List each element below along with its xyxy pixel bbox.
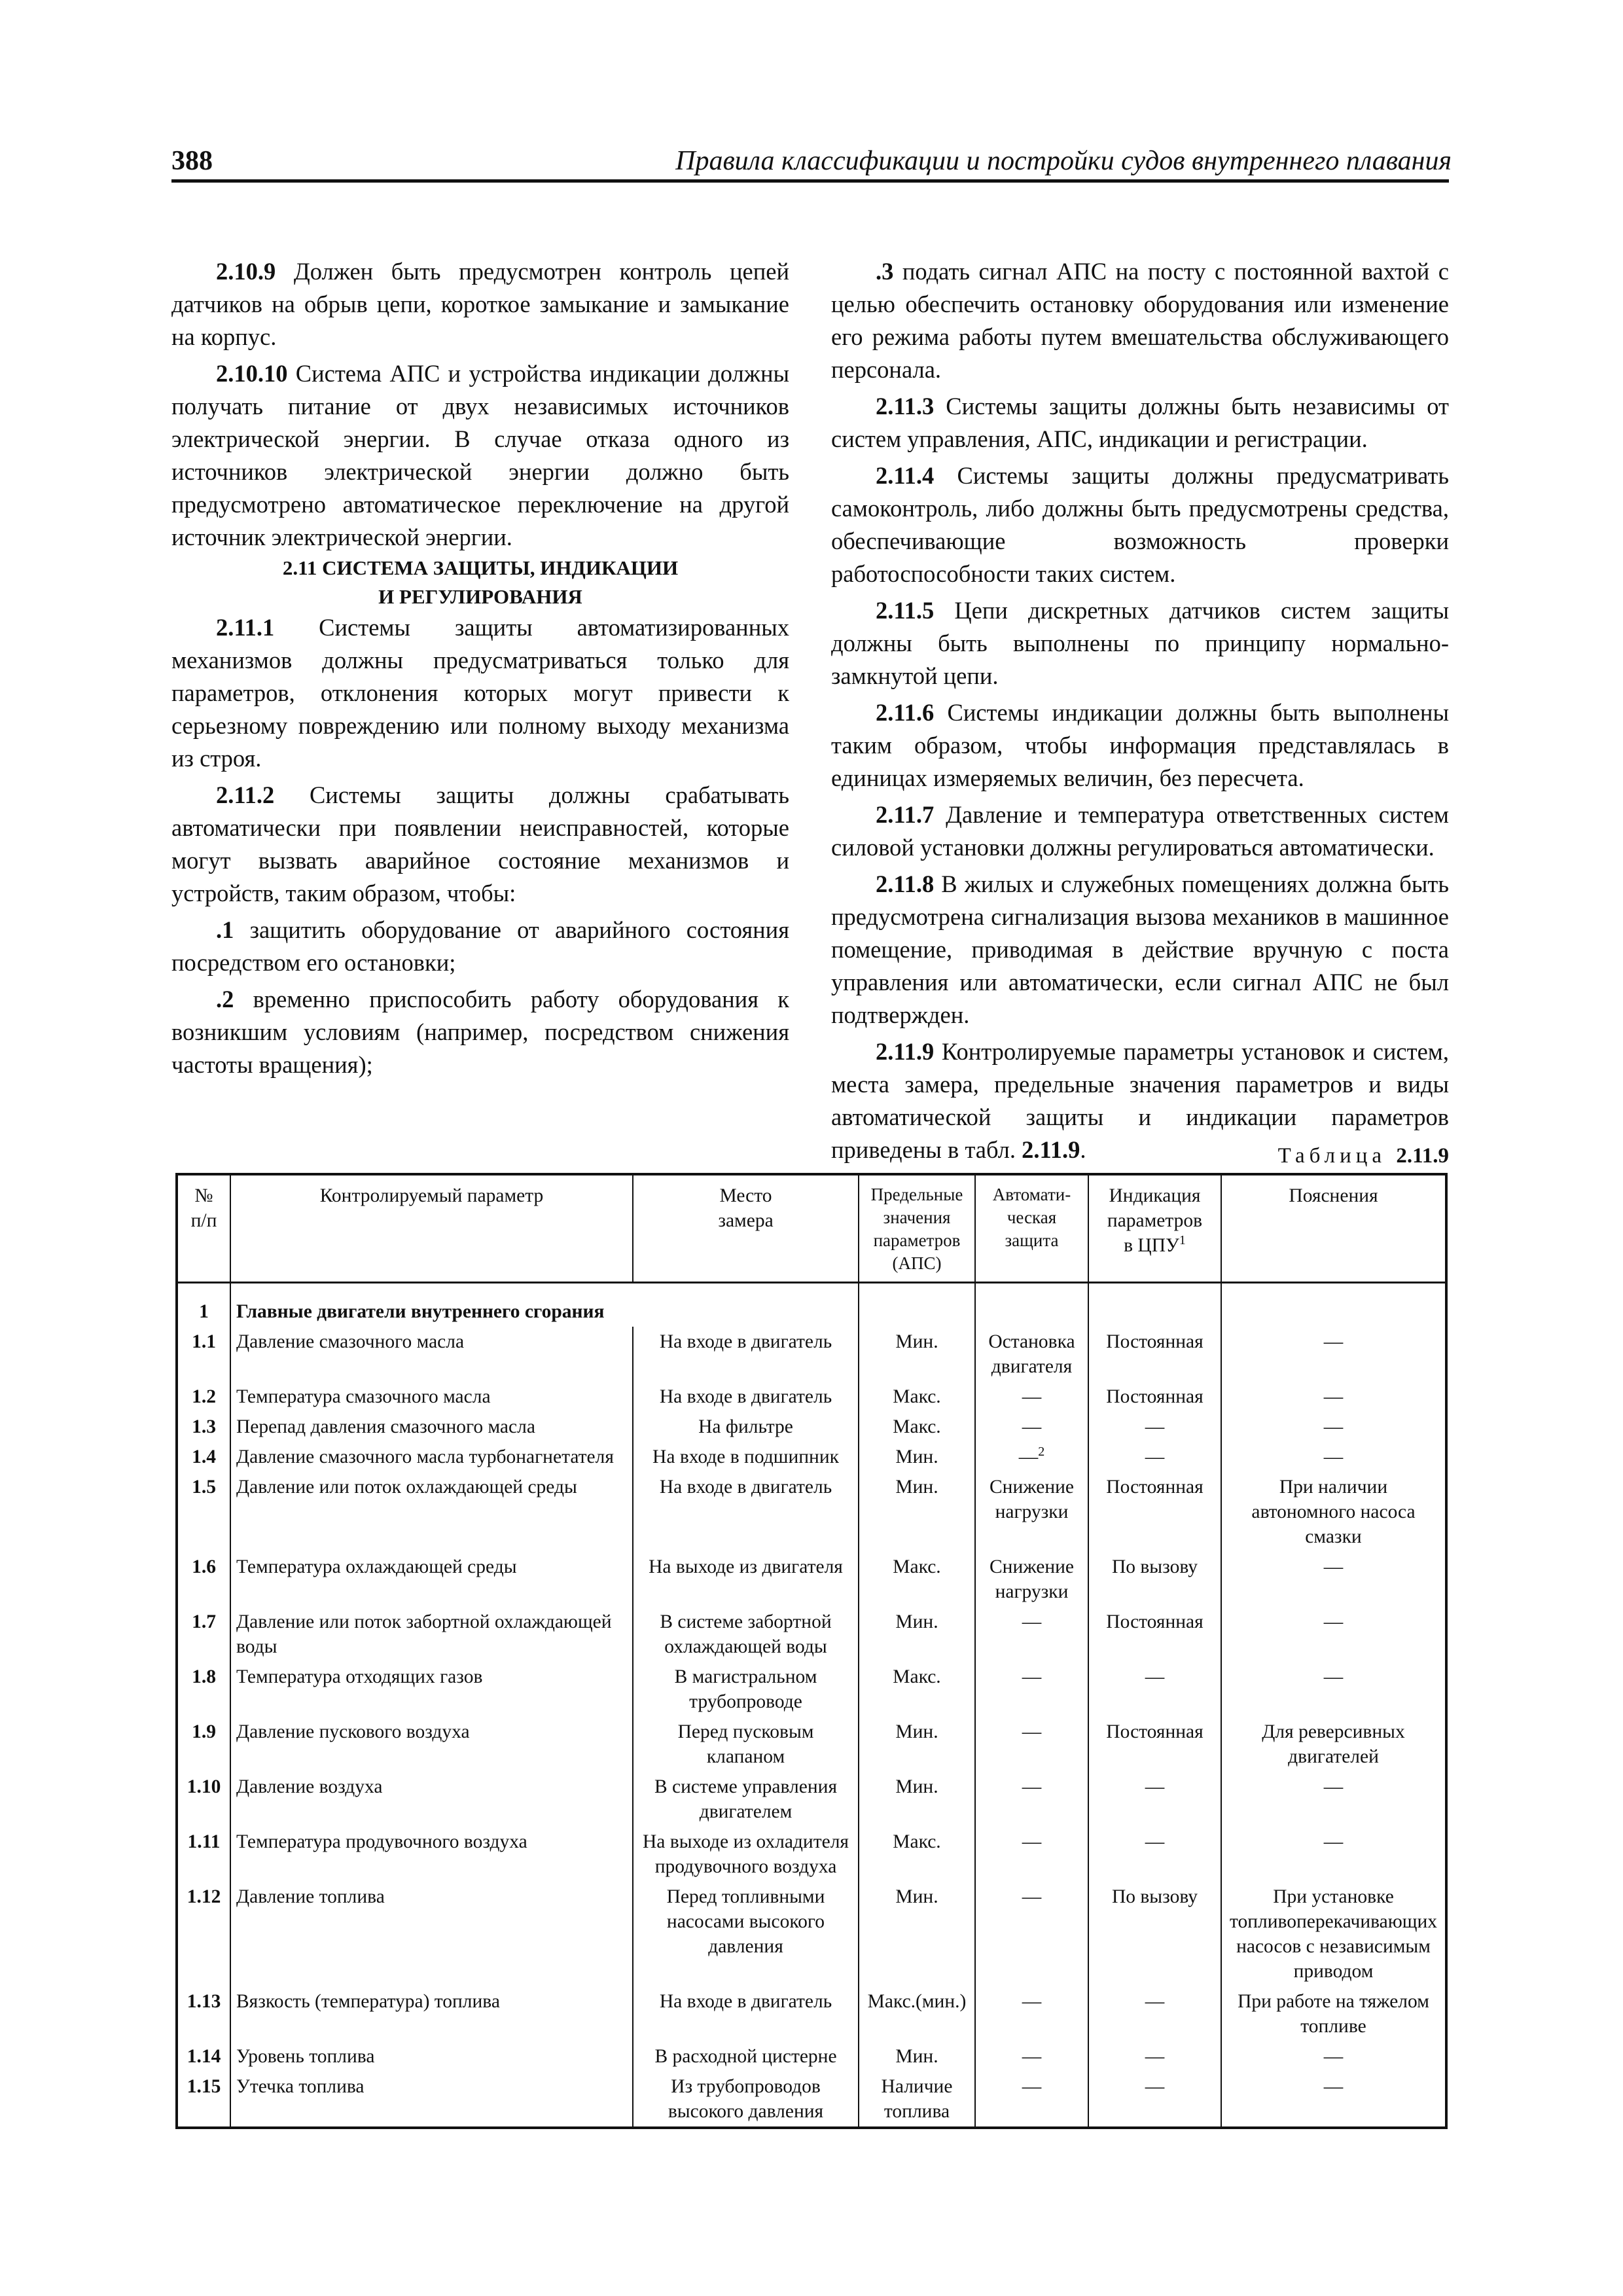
row-indication: — [1088,1827,1221,1882]
paragraph-2-11-9: 2.11.9 Контролируемые параметры установок и систем, места замера, предельные значения параметров и виды автоматической защиты и индикации параметров приведены в табл. 2.11.9. [831,1038,1449,1163]
row-number: 1.12 [177,1882,230,1986]
row-limit: Мин. [859,1472,975,1552]
header-place: Место замера [633,1174,859,1283]
row-indication: Постоянная [1088,1717,1221,1772]
row-place: В магистральном трубопроводе [633,1662,859,1717]
row-limit: Мин. [859,1717,975,1772]
row-parameter: Давление или поток забортной охлаждающей воды [230,1607,633,1662]
table-row [177,2072,1446,2128]
row-auto-protection: Снижение нагрузки [975,1552,1088,1607]
row-place: Из трубопроводов высокого давления [633,2072,859,2128]
row-limit: Макс. [859,1552,975,1607]
row-number: 1.10 [177,1772,230,1827]
row-indication: — [1088,2041,1221,2072]
table-row [177,1382,1446,1412]
row-number: 1.7 [177,1607,230,1662]
row-parameter: Давление смазочного масла [230,1327,633,1382]
parameters-table [175,1173,1448,2129]
row-parameter: Давление или поток охлаждающей среды [230,1472,633,1552]
row-auto-protection: — [975,2072,1088,2128]
row-auto-protection: — [975,1382,1088,1412]
paragraph-2-11-5: 2.11.5 Цепи дискретных датчиков систем защиты должны быть выполнены по принципу нормально-замкнутой цепи. [831,597,1449,689]
row-parameter: Давление топлива [230,1882,633,1986]
row-place: На входе в двигатель [633,1986,859,2041]
table-header-row [177,1174,1446,1283]
row-number: 1.1 [177,1327,230,1382]
row-parameter: Температура продувочного воздуха [230,1827,633,1882]
row-auto-protection: — [975,1772,1088,1827]
row-limit: Наличие топлива [859,2072,975,2128]
table-row [177,1662,1446,1717]
row-auto-protection: — [975,1717,1088,1772]
row-auto-protection: — [975,2041,1088,2072]
row-parameter: Уровень топлива [230,2041,633,2072]
row-note: Для реверсивных двигателей [1221,1717,1446,1772]
row-number: 1.3 [177,1412,230,1442]
row-auto-protection: —$^2$ [975,1442,1088,1472]
row-note: — [1221,2041,1446,2072]
row-note: — [1221,1412,1446,1442]
row-indication: — [1088,1772,1221,1827]
table-row [177,1412,1446,1442]
right-column [831,255,1449,1166]
row-auto-protection: — [975,1412,1088,1442]
row-indication: По вызову [1088,1882,1221,1986]
header-rule [171,179,1449,183]
row-limit: Мин. [859,1882,975,1986]
table-row [177,1827,1446,1882]
table-row [177,1472,1446,1552]
row-limit: Макс. [859,1662,975,1717]
row-limit: Макс. [859,1382,975,1412]
row-place: На входе в двигатель [633,1472,859,1552]
row-note: — [1221,1327,1446,1382]
row-place: На входе в двигатель [633,1382,859,1412]
row-parameter: Утечка топлива [230,2072,633,2128]
row-limit: Мин. [859,1327,975,1382]
page-number: 388 [171,146,213,176]
paragraph-2-11-6: 2.11.6 Системы индикации должны быть выполнены таким образом, чтобы информация представлялась в единицах измеряемых величин, без пересчета. [831,699,1449,791]
row-number: 1.14 [177,2041,230,2072]
row-number: 1.6 [177,1552,230,1607]
row-parameter: Давление смазочного масла турбонагнетателя [230,1442,633,1472]
table-row [177,1882,1446,1986]
header-limit: Предельные значения параметров (АПС) [859,1174,975,1283]
row-parameter: Температура смазочного масла [230,1382,633,1412]
list-item-3: .3 подать сигнал АПС на посту с постоянной вахтой с целью обеспечить остановку оборудования или изменение его режима работы путем вмешательства обслуживающего персонала. [831,258,1449,383]
row-note: При установке топливоперекачивающих насосов с независимым приводом [1221,1882,1446,1986]
table-group-row: 1 Главные двигатели внутреннего сгорания [177,1283,1446,1327]
row-limit: Макс.(мин.) [859,1986,975,2041]
row-auto-protection: — [975,1827,1088,1882]
paragraph-2-11-2: 2.11.2 Системы защиты должны срабатывать автоматически при появлении неисправностей, которые могут вызвать аварийное состояние механизмов и устройств, таким образом, чтобы: [171,781,789,906]
row-number: 1.11 [177,1827,230,1882]
header-auto: Автомати- ческая защита [975,1174,1088,1283]
section-title: 2.11 СИСТЕМА ЗАЩИТЫ, ИНДИКАЦИИ И РЕГУЛИРОВАНИЯ [282,556,679,608]
table-row [177,1442,1446,1472]
row-auto-protection: — [975,1882,1088,1986]
table-row [177,2041,1446,2072]
table-row [177,1607,1446,1662]
header-notes: Пояснения [1221,1174,1446,1283]
row-number: 1.8 [177,1662,230,1717]
header-indication: Индикация параметров в ЦПУ$^1$ [1088,1174,1221,1283]
row-limit: Макс. [859,1412,975,1442]
row-note: — [1221,1442,1446,1472]
running-title: Правила классификации и постройки судов внутреннего плавания [675,146,1452,176]
paragraph-2-10-9: 2.10.9 Должен быть предусмотрен контроль цепей датчиков на обрыв цепи, короткое замыкание и замыкание на корпус. [171,258,789,350]
row-place: На входе в подшипник [633,1442,859,1472]
row-note: При наличии автономного насоса смазки [1221,1472,1446,1552]
row-indication: Постоянная [1088,1382,1221,1412]
table-row [177,1327,1446,1382]
row-auto-protection: — [975,1986,1088,2041]
row-auto-protection: Остановка двигателя [975,1327,1088,1382]
row-limit: Мин. [859,2041,975,2072]
paragraph-2-11-7: 2.11.7 Давление и температура ответственных систем силовой установки должны регулироваться автоматически. [831,801,1449,861]
row-note: — [1221,1827,1446,1882]
paragraph-2-11-8: 2.11.8 В жилых и служебных помещениях должна быть предусмотрена сигнализация вызова механиков в машинное помещение, приводимая в действие вручную с поста управления или автоматически, если сигнал АПС не был подтвержден. [831,870,1449,1028]
row-note: — [1221,1607,1446,1662]
left-column [171,255,789,1081]
row-place: На фильтре [633,1412,859,1442]
row-indication: Постоянная [1088,1327,1221,1382]
row-indication: Постоянная [1088,1472,1221,1552]
list-item-2: .2 временно приспособить работу оборудования к возникшим условиям (например, посредством снижения частоты вращения); [171,986,789,1078]
paragraph-2-11-3: 2.11.3 Системы защиты должны быть независимы от систем управления, АПС, индикации и регистрации. [831,393,1449,452]
table-row [177,1552,1446,1607]
row-parameter: Перепад давления смазочного масла [230,1412,633,1442]
row-auto-protection: — [975,1607,1088,1662]
row-auto-protection: Снижение нагрузки [975,1472,1088,1552]
row-indication: По вызову [1088,1552,1221,1607]
row-indication: Постоянная [1088,1607,1221,1662]
paragraph-2-11-1: 2.11.1 Системы защиты автоматизированных механизмов должны предусматриваться только для параметров, отклонения которых могут привести к серьезному повреждению или полному выходу механизма из строя. [171,614,789,772]
row-note: — [1221,1552,1446,1607]
row-place: Перед топливными насосами высокого давления [633,1882,859,1986]
row-indication: — [1088,1442,1221,1472]
row-parameter: Вязкость (температура) топлива [230,1986,633,2041]
paragraph-2-11-4: 2.11.4 Системы защиты должны предусматривать самоконтроль, либо должны быть предусмотрены средства, обеспечивающие возможность проверки работоспособности таких систем. [831,462,1449,587]
row-place: На выходе из охладителя продувочного воздуха [633,1827,859,1882]
paragraph-2-10-10: 2.10.10 Система АПС и устройства индикации должны получать питание от двух независимых источников электрической энергии. В случае отказа одного из источников электрической энергии должно быть предусмотрено автоматическое переключение на другой источник электрической энергии. [171,360,789,550]
row-place: На входе в двигатель [633,1327,859,1382]
row-number: 1.5 [177,1472,230,1552]
row-indication: — [1088,2072,1221,2128]
row-note: — [1221,1382,1446,1412]
row-place: На выходе из двигателя [633,1552,859,1607]
row-number: 1.15 [177,2072,230,2128]
row-auto-protection: — [975,1662,1088,1717]
row-limit: Мин. [859,1442,975,1472]
row-parameter: Температура охлаждающей среды [230,1552,633,1607]
row-note: — [1221,1662,1446,1717]
header-num: № п/п [177,1174,230,1283]
table-caption: Таблица 2.11.9 [1277,1144,1449,1168]
row-number: 1.4 [177,1442,230,1472]
header-param: Контролируемый параметр [230,1174,633,1283]
row-place: В системе забортной охлаждающей воды [633,1607,859,1662]
table-row [177,1772,1446,1827]
row-note: — [1221,2072,1446,2128]
list-item-1: .1 защитить оборудование от аварийного состояния посредством его остановки; [171,916,789,976]
row-limit: Мин. [859,1607,975,1662]
row-limit: Макс. [859,1827,975,1882]
row-indication: — [1088,1662,1221,1717]
row-indication: — [1088,1412,1221,1442]
row-parameter: Температура отходящих газов [230,1662,633,1717]
row-parameter: Давление воздуха [230,1772,633,1827]
row-place: Перед пусковым клапаном [633,1717,859,1772]
table-row [177,1717,1446,1772]
row-note: — [1221,1772,1446,1827]
row-limit: Мин. [859,1772,975,1827]
row-place: В расходной цистерне [633,2041,859,2072]
row-parameter: Давление пускового воздуха [230,1717,633,1772]
row-number: 1.2 [177,1382,230,1412]
row-place: В системе управления двигателем [633,1772,859,1827]
row-number: 1.13 [177,1986,230,2041]
row-indication: — [1088,1986,1221,2041]
row-number: 1.9 [177,1717,230,1772]
row-note: При работе на тяжелом топливе [1221,1986,1446,2041]
table-row [177,1986,1446,2041]
